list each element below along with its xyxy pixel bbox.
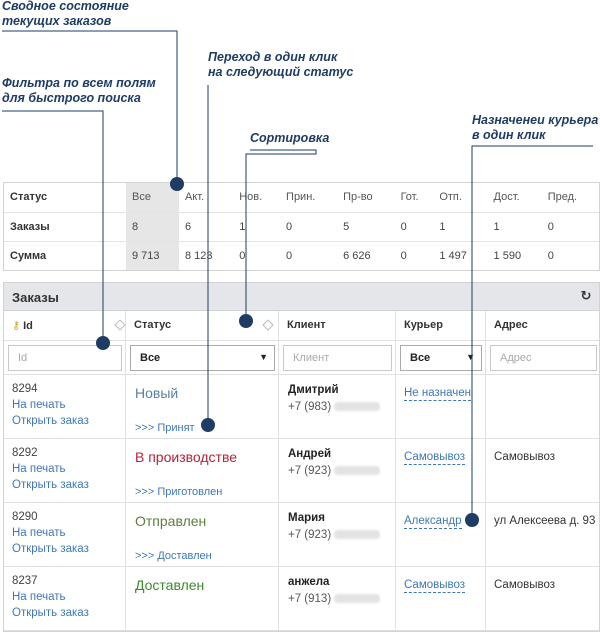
client-name: Дмитрий bbox=[288, 384, 339, 396]
summary-cell: 1 bbox=[488, 212, 542, 241]
address-filter-input[interactable]: Адрес bbox=[490, 345, 597, 371]
column-header-label: Курьер bbox=[404, 319, 444, 331]
order-status: Новый bbox=[135, 385, 179, 401]
summary-cell: 1 bbox=[233, 212, 280, 241]
client-cell bbox=[279, 503, 396, 567]
phone-text: +7 (983) bbox=[288, 401, 332, 413]
courier-cell bbox=[396, 503, 486, 567]
blurred-phone bbox=[334, 594, 380, 603]
table-row bbox=[4, 375, 600, 439]
summary-header-cell[interactable]: Пр-во bbox=[337, 183, 394, 212]
address-text: Самовывоз bbox=[494, 579, 556, 591]
client-phone bbox=[288, 401, 380, 413]
courier-filter-select[interactable] bbox=[400, 345, 482, 371]
id-cell bbox=[4, 439, 126, 503]
address-cell bbox=[486, 503, 600, 567]
filter-cell bbox=[126, 341, 279, 375]
summary-cell: 6 bbox=[179, 212, 233, 241]
order-status: Доставлен bbox=[135, 577, 205, 593]
summary-header-cell[interactable]: Гот. bbox=[395, 183, 434, 212]
orders-title: Заказы bbox=[12, 290, 59, 305]
column-header-id[interactable] bbox=[4, 311, 126, 341]
annotation-filters: Фильтра по всем полям для быстрого поиска bbox=[2, 76, 156, 105]
order-id: 8290 bbox=[12, 511, 38, 523]
column-header-courier[interactable] bbox=[396, 311, 486, 341]
open-order-link[interactable]: Открыть заказ bbox=[12, 415, 89, 427]
column-header-label: Клиент bbox=[287, 319, 326, 331]
courier-link[interactable]: Александр bbox=[404, 515, 462, 527]
summary-header-cell[interactable]: Все bbox=[126, 183, 179, 212]
print-link[interactable]: На печать bbox=[12, 399, 66, 411]
status-cell bbox=[126, 375, 279, 439]
summary-header-row bbox=[4, 183, 599, 212]
summary-cell: Заказы bbox=[4, 212, 126, 241]
phone-text: +7 (913) bbox=[288, 593, 332, 605]
id-cell bbox=[4, 503, 126, 567]
id-cell bbox=[4, 567, 126, 631]
column-header-label: Адрес bbox=[494, 319, 528, 331]
summary-header-cell[interactable]: Акт. bbox=[179, 183, 233, 212]
courier-cell bbox=[396, 567, 486, 631]
column-header-label: Id bbox=[23, 320, 33, 332]
column-header-label: Статус bbox=[134, 319, 172, 331]
refresh-icon[interactable]: ↻ bbox=[580, 288, 592, 303]
column-header-status[interactable] bbox=[126, 311, 279, 341]
column-header-client[interactable] bbox=[279, 311, 396, 341]
column-header-address[interactable] bbox=[486, 311, 600, 341]
filter-cell bbox=[279, 341, 396, 375]
blurred-phone bbox=[334, 402, 380, 411]
next-status-link[interactable]: >>> Доставлен bbox=[135, 550, 212, 562]
summary-header-cell[interactable]: Пред. bbox=[542, 183, 599, 212]
client-cell bbox=[279, 375, 396, 439]
summary-table bbox=[3, 182, 600, 271]
summary-cell: 0 bbox=[395, 212, 434, 241]
orders-panel bbox=[3, 282, 600, 632]
summary-cell: 1 497 bbox=[439, 249, 467, 262]
summary-cell: 8 123 bbox=[185, 249, 213, 262]
sort-icon[interactable] bbox=[262, 319, 273, 330]
print-link[interactable]: На печать bbox=[12, 463, 66, 475]
summary-row-orders bbox=[4, 212, 599, 241]
courier-link[interactable]: Самовывоз bbox=[404, 579, 466, 591]
annotation-sorting: Сортировка bbox=[250, 131, 330, 145]
summary-cell: Сумма bbox=[10, 249, 47, 262]
client-cell bbox=[279, 567, 396, 631]
client-name: Мария bbox=[288, 512, 325, 524]
summary-cell: 5 bbox=[337, 212, 394, 241]
address-cell bbox=[486, 567, 600, 631]
summary-cell: 0 bbox=[286, 249, 293, 262]
id-cell bbox=[4, 375, 126, 439]
summary-header-cell: Статус bbox=[4, 183, 126, 212]
summary-header-cell[interactable]: Прин. bbox=[280, 183, 337, 212]
order-id: 8294 bbox=[12, 383, 38, 395]
print-link[interactable]: На печать bbox=[12, 527, 66, 539]
order-status: В производстве bbox=[135, 449, 238, 465]
address-cell bbox=[486, 439, 600, 503]
annotation-one-click-status: Переход в один клик на следующий статус bbox=[208, 50, 354, 79]
caret-down-icon: ▼ bbox=[466, 352, 475, 362]
next-status-link[interactable]: >>> Принят bbox=[135, 422, 195, 434]
phone-text: +7 (923) bbox=[288, 465, 332, 477]
client-phone bbox=[288, 465, 380, 477]
status-cell bbox=[126, 567, 279, 631]
courier-cell bbox=[396, 375, 486, 439]
next-status-link[interactable]: >>> Приготовлен bbox=[135, 486, 223, 498]
summary-cell: 9 713 bbox=[126, 241, 179, 270]
client-phone bbox=[288, 593, 380, 605]
blurred-phone bbox=[334, 466, 380, 475]
open-order-link[interactable]: Открыть заказ bbox=[12, 607, 89, 619]
annotation-courier: Назначенеи курьера в один клик bbox=[472, 113, 599, 142]
table-row bbox=[4, 503, 600, 567]
blurred-phone bbox=[334, 530, 380, 539]
leader-line-summary bbox=[2, 31, 177, 183]
courier-cell bbox=[396, 439, 486, 503]
client-name: анжела bbox=[288, 576, 330, 588]
order-status: Отправлен bbox=[135, 513, 207, 529]
status-cell bbox=[126, 439, 279, 503]
summary-header-cell[interactable]: Дост. bbox=[488, 183, 542, 212]
order-id: 8292 bbox=[12, 447, 38, 459]
status-cell bbox=[126, 503, 279, 567]
table-row bbox=[4, 439, 600, 503]
open-order-link[interactable]: Открыть заказ bbox=[12, 479, 89, 491]
status-filter-value: Все bbox=[140, 352, 161, 364]
courier-link[interactable]: Не назначен bbox=[404, 387, 472, 399]
summary-cell: 0 bbox=[400, 249, 407, 262]
client-filter-input[interactable]: Клиент bbox=[283, 345, 392, 371]
client-cell bbox=[279, 439, 396, 503]
filter-cell bbox=[396, 341, 486, 375]
client-name: Андрей bbox=[288, 448, 332, 460]
sort-icon[interactable] bbox=[114, 319, 125, 330]
annotation-summary: Сводное состояние текущих заказов bbox=[2, 0, 129, 28]
caret-down-icon: ▼ bbox=[259, 352, 268, 362]
address-text: ул Алексеева д. 93 bbox=[494, 515, 596, 527]
summary-cell: 8 bbox=[126, 212, 179, 241]
filter-cell bbox=[486, 341, 600, 375]
courier-filter-value: Все bbox=[410, 352, 431, 364]
key-icon: ⚷ bbox=[12, 320, 21, 332]
phone-text: +7 (923) bbox=[288, 529, 332, 541]
id-filter-input[interactable]: Id bbox=[8, 345, 122, 371]
summary-cell: 0 bbox=[239, 249, 246, 262]
summary-cell: 6 626 bbox=[343, 249, 371, 262]
status-filter-select[interactable] bbox=[130, 345, 275, 371]
summary-cell: 0 bbox=[280, 212, 337, 241]
order-id: 8237 bbox=[12, 575, 38, 587]
summary-cell: 0 bbox=[542, 212, 599, 241]
open-order-link[interactable]: Открыть заказ bbox=[12, 543, 89, 555]
summary-row-sum bbox=[4, 241, 599, 270]
summary-header-cell[interactable]: Нов. bbox=[233, 183, 280, 212]
print-link[interactable]: На печать bbox=[12, 591, 66, 603]
summary-cell: 1 bbox=[433, 212, 487, 241]
summary-header-cell[interactable]: Отп. bbox=[433, 183, 487, 212]
table-row bbox=[4, 567, 600, 631]
summary-cell: 0 bbox=[547, 249, 554, 262]
client-phone bbox=[288, 529, 380, 541]
summary-cell: 1 590 bbox=[493, 249, 522, 262]
orders-header bbox=[4, 283, 599, 311]
filter-cell bbox=[4, 341, 126, 375]
courier-link[interactable]: Самовывоз bbox=[404, 451, 466, 463]
address-text: Самовывоз bbox=[494, 451, 556, 463]
address-cell bbox=[486, 375, 600, 439]
